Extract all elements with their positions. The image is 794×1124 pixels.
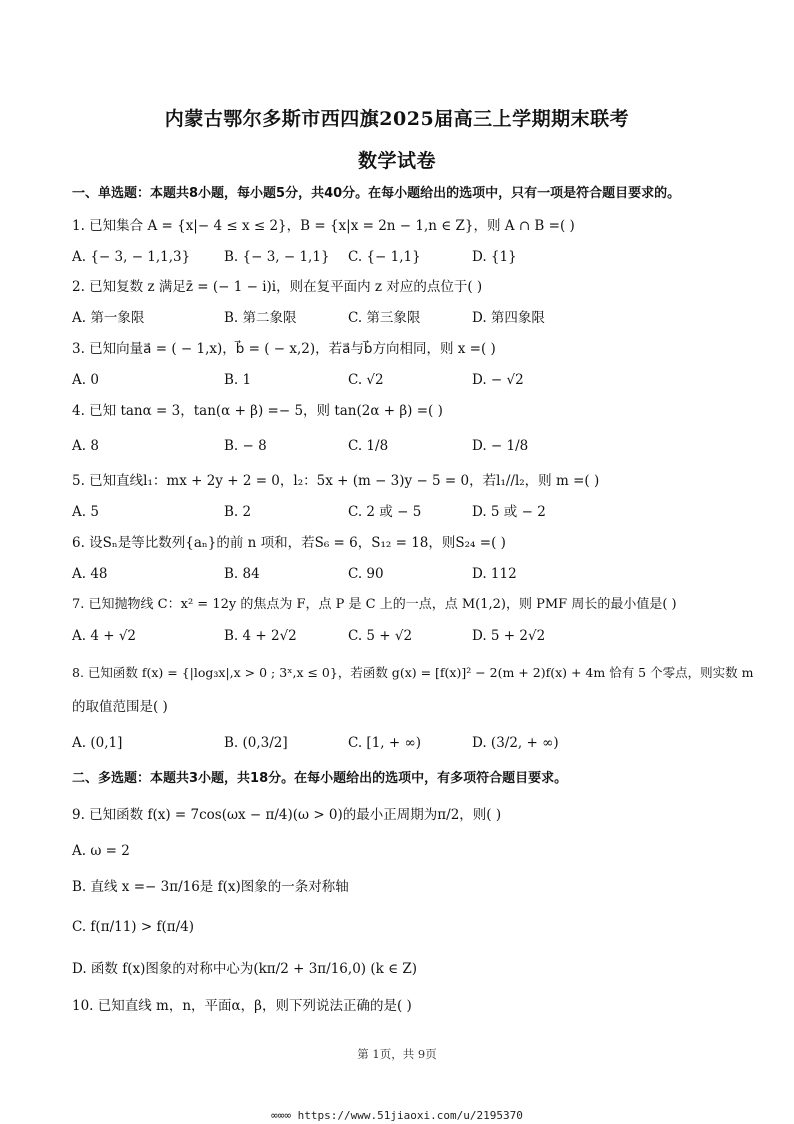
source-watermark: ∞∞∞ https://www.51jiaoxi.com/u/2195370	[271, 1109, 523, 1122]
question-1-option-b: B. {− 3, − 1,1}	[224, 249, 330, 265]
question-5-option-d: D. 5 或 − 2	[472, 504, 546, 520]
question-3-option-b: B. 1	[224, 372, 252, 388]
question-7-stem: 7. 已知抛物线 C：x² = 12y 的焦点为 F，点 P 是 C 上的一点，点 M(1,2)，则 PMF 周长的最小值是( )	[72, 597, 677, 612]
question-7-option-d: D. 5 + 2√2	[472, 628, 546, 644]
page-title: 内蒙古鄂尔多斯市西四旗2025届高三上学期期末联考	[164, 108, 630, 130]
question-6-option-b: B. 84	[224, 566, 260, 582]
question-3-option-a: A. 0	[72, 372, 99, 388]
question-9-option-d: D. 函数 f(x)图象的对称中心为(kπ/2 + 3π/16,0) (k ∈ Z)	[72, 961, 418, 977]
question-4-option-c: C. 1/8	[348, 438, 389, 454]
page-subtitle: 数学试卷	[357, 150, 436, 172]
question-2-option-d: D. 第四象限	[472, 310, 545, 326]
question-3-option-c: C. √2	[348, 372, 384, 388]
question-10-stem: 10. 已知直线 m，n，平面α，β，则下列说法正确的是( )	[72, 998, 412, 1014]
question-3-option-d: D. − √2	[472, 372, 524, 388]
question-1-option-c: C. {− 1,1}	[348, 249, 421, 265]
question-6-option-a: A. 48	[72, 566, 108, 582]
question-5-stem: 5. 已知直线l₁：mx + 2y + 2 = 0，l₂：5x + (m − 3)y − 5 = 0，若l₁//l₂，则 m =( )	[72, 473, 600, 489]
section-heading-multiple-choice: 二、多选题：本题共3小题，共18分。在每小题给出的选项中，有多项符合题目要求。	[72, 771, 568, 786]
question-2-option-b: B. 第二象限	[224, 310, 297, 326]
question-3-stem: 3. 已知向量a⃗ = ( − 1,x)，b⃗ = ( − x,2)，若a⃗与b⃗方向相同，则 x =( )	[72, 341, 496, 357]
question-2-stem: 2. 已知复数 z 满足z̄ = (− 1 − i)i，则在复平面内 z 对应的点位于( )	[72, 279, 483, 295]
question-7-option-b: B. 4 + 2√2	[224, 628, 297, 644]
question-6-option-c: C. 90	[348, 566, 384, 582]
question-9-option-a: A. ω = 2	[72, 843, 130, 859]
question-4-stem: 4. 已知 tanα = 3，tan(α + β) =− 5，则 tan(2α + β) =( )	[72, 403, 443, 419]
question-9-stem: 9. 已知函数 f(x) = 7cos(ωx − π/4)(ω > 0)的最小正周期为π/2，则( )	[72, 807, 502, 823]
question-1-option-a: A. {− 3, − 1,1,3}	[72, 249, 191, 265]
question-6-option-d: D. 112	[472, 566, 517, 582]
question-7-option-a: A. 4 + √2	[72, 628, 137, 644]
question-8-stem: 8. 已知函数 f(x) = {|log₃x|,x > 0 ; 3ˣ,x ≤ 0}，若函数 g(x) = [f(x)]² − 2(m + 2)f(x) + 4m 恰有 5 个零点，则实数 m	[72, 665, 754, 680]
question-5-option-b: B. 2	[224, 504, 252, 520]
question-7-option-c: C. 5 + √2	[348, 628, 413, 644]
question-6-stem: 6. 设Sₙ是等比数列{aₙ}的前 n 项和，若S₆ = 6，S₁₂ = 18，则S₂₄ =( )	[72, 535, 506, 551]
question-9-option-b: B. 直线 x =− 3π/16是 f(x)图象的一条对称轴	[72, 879, 349, 895]
question-4-option-a: A. 8	[72, 438, 99, 454]
section-heading-single-choice: 一、单选题：本题共8小题，每小题5分，共40分。在每小题给出的选项中，只有一项是符合题目要求的。	[72, 186, 681, 201]
question-4-option-d: D. − 1/8	[472, 438, 529, 454]
question-5-option-a: A. 5	[72, 504, 99, 520]
question-1-option-d: D. {1}	[472, 249, 517, 265]
question-5-option-c: C. 2 或 − 5	[348, 504, 422, 520]
page-number: 第 1页，共 9页	[357, 1047, 437, 1061]
question-2-option-c: C. 第三象限	[348, 310, 421, 326]
question-8-option-c: C. [1, + ∞)	[348, 735, 421, 751]
question-9-option-c: C. f(π/11) > f(π/4)	[72, 919, 194, 935]
question-2-option-a: A. 第一象限	[72, 310, 145, 326]
question-8-option-b: B. (0,3/2]	[224, 735, 288, 751]
question-8-option-a: A. (0,1]	[72, 735, 123, 751]
question-4-option-b: B. − 8	[224, 438, 267, 454]
question-8-option-d: D. (3/2, + ∞)	[472, 735, 559, 751]
question-8-stem-continued: 的取值范围是( )	[72, 699, 168, 715]
question-1-stem: 1. 已知集合 A = {x|− 4 ≤ x ≤ 2}，B = {x|x = 2n − 1,n ∈ Z}，则 A ∩ B =( )	[72, 218, 575, 234]
